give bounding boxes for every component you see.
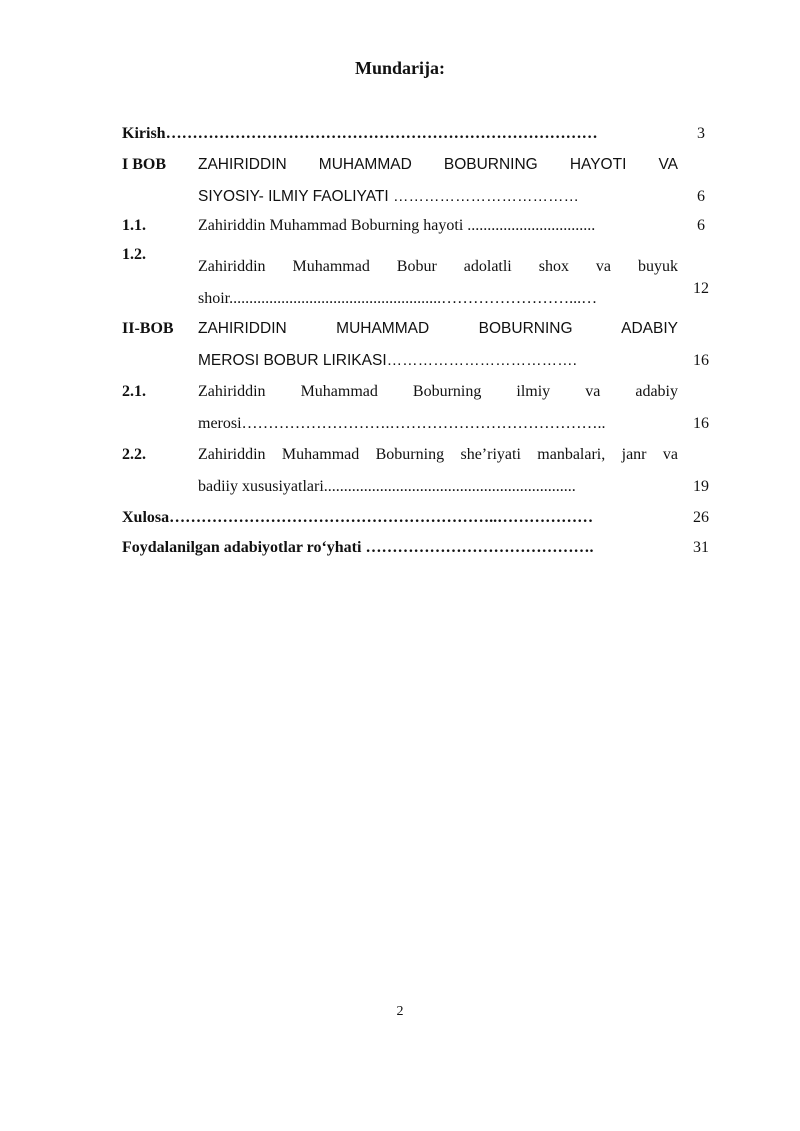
section-2-2-title-cont: badiiy xususiyatlari............................................................... (198, 478, 576, 495)
section-2-2-title: Zahiriddin Muhammad Boburning she’riyati manbalari, janr va (198, 446, 678, 463)
toc-entry-kirish: Kirish……………………………………………………………………… (122, 125, 598, 142)
chapter-2-title: ZAHIRIDDIN MUHAMMAD BOBURNING ADABIY (198, 320, 678, 337)
toc-entry-xulosa: Xulosa……………………………………………………..……………… (122, 509, 594, 526)
toc-title: Mundarija: (355, 58, 445, 78)
section-1-2-title-cont: shoir.....................................................……………………...… (198, 290, 598, 307)
toc-entry-references: Foydalanilgan adabiyotlar ro‘yhati ……………………………………. (122, 539, 594, 556)
section-2-2-number: 2.2. (122, 446, 146, 463)
section-2-1-title-cont: merosi……………………….………………………………….. (198, 415, 606, 432)
chapter-1-number: I BOB (122, 156, 167, 173)
chapter-2-title-cont: MEROSI BOBUR LIRIKASI………………………………. (198, 352, 577, 369)
section-1-2-number: 1.2. (122, 246, 146, 263)
page-section-2-1: 16 (693, 415, 709, 432)
section-1-1-title: Zahiriddin Muhammad Boburning hayoti ................................ (198, 217, 596, 234)
page-references: 31 (693, 539, 709, 556)
page-section-1-1: 6 (697, 217, 705, 234)
page-xulosa: 26 (693, 509, 709, 526)
page-section-1-2: 12 (693, 280, 709, 297)
section-2-1-title: Zahiriddin Muhammad Boburning ilmiy va adabiy (198, 383, 678, 400)
page-chapter-1: 6 (697, 188, 705, 205)
page-number: 2 (396, 1004, 404, 1019)
section-2-1-number: 2.1. (122, 383, 146, 400)
section-1-1-number: 1.1. (122, 217, 146, 234)
page-kirish: 3 (697, 125, 705, 142)
page-chapter-2: 16 (693, 352, 709, 369)
section-1-2-title: Zahiriddin Muhammad Bobur adolatli shox va buyuk (198, 258, 678, 275)
page-section-2-2: 19 (693, 478, 709, 495)
chapter-2-number: II-BOB (122, 320, 174, 337)
chapter-1-title-cont: SIYOSIY- ILMIY FAOLIYATI ……………………………… (198, 188, 579, 205)
chapter-1-title: ZAHIRIDDIN MUHAMMAD BOBURNING HAYOTI VA (198, 156, 678, 173)
